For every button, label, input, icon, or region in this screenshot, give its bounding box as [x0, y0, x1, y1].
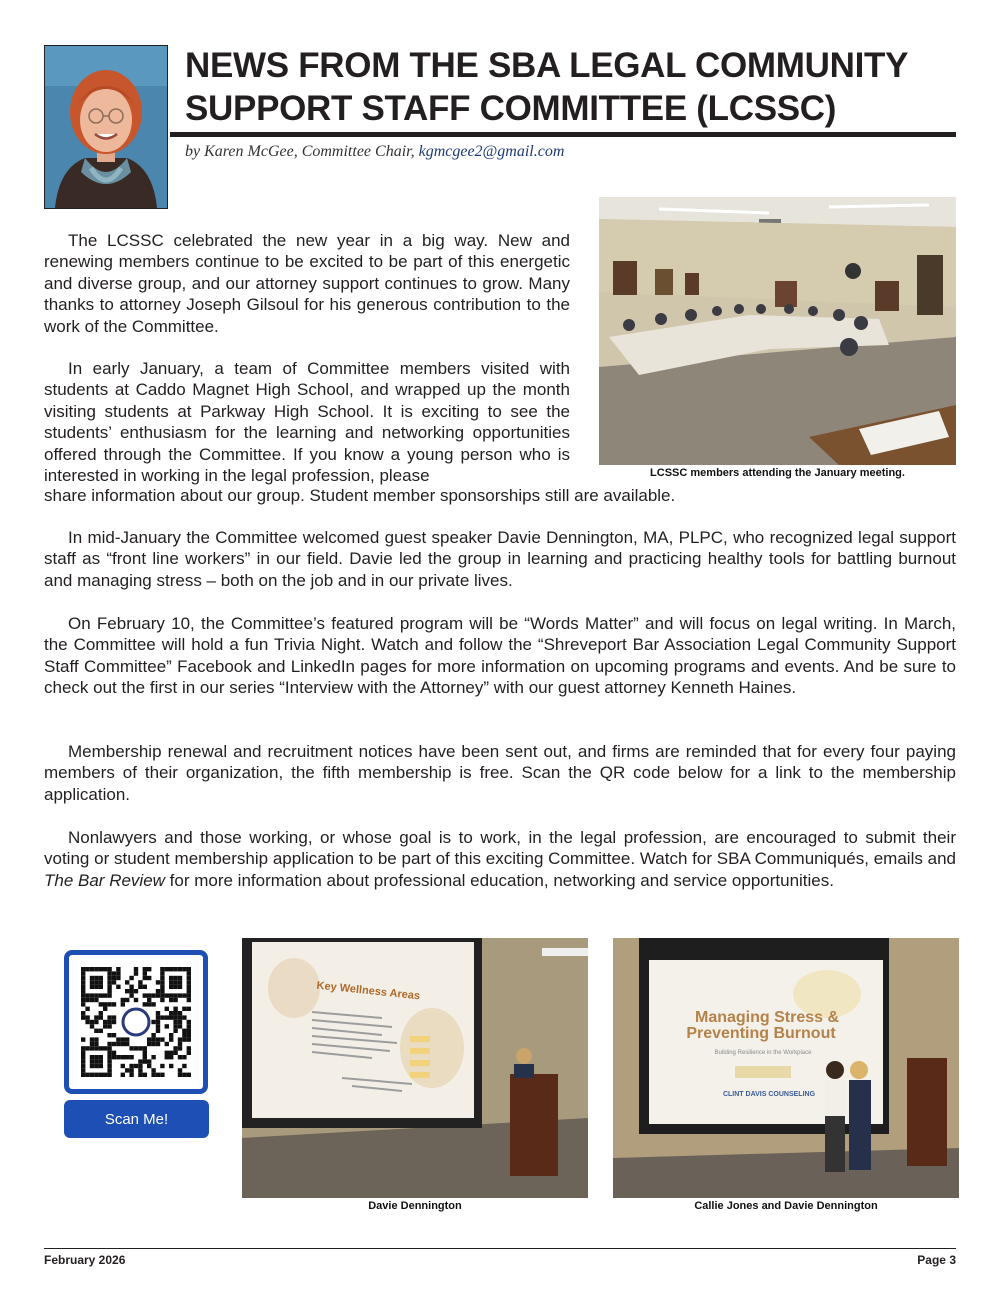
paragraph-membership — [44, 741, 956, 805]
sba-seal-icon — [123, 1009, 149, 1035]
slide-title-line-1: Managing Stress & — [694, 1009, 840, 1026]
paragraph-nonlawyers — [44, 827, 956, 891]
paragraph-text: In early January, a team of Committee members visited with students at Caddo Magnet High School, and wrapped up the month visiting students at Parkway High School. It is exciting to see the students’ enthusiasm for the learning and networking opportunities offered through the Committee. If you know a young person who is interested in working in the legal profession, please — [44, 359, 570, 486]
author-portrait — [44, 45, 168, 209]
slide-logo: CLINT DAVIS COUNSELING — [722, 1091, 816, 1098]
qr-code-pattern — [69, 955, 203, 1089]
article-title: NEWS FROM THE SBA LEGAL COMMUNITY SUPPORT STAFF COMMITTEE (LCSSC) — [185, 46, 908, 128]
paragraph-text: Membership renewal and recruitment notices have been sent out, and firms are reminded that for every four paying members of their organization, the fifth membership is free. Scan the QR code below for a link to the membership application. — [44, 742, 956, 804]
paragraph-text: On February 10, the Committee’s featured program will be “Words Matter” and will focus on legal writing. In March, the Committee will hold a fun Trivia Night. Watch and follow the “Shreveport Bar Association Legal Community Support Staff Committee” Facebook and LinkedIn pages for more information on upcoming programs and events. And be sure to check out the first in our series “Interview with the Attorney” with our guest attorney Kenneth Haines. — [44, 614, 956, 698]
author-email-link[interactable]: kgmcgee2@gmail.com — [418, 143, 565, 160]
paragraph-text: Nonlawyers and those working, or whose goal is to work, in the legal profession, are encouraged to submit their voting or student membership application to be part of this exciting Committee. Watch for SBA Communiqués, emails and — [44, 828, 956, 869]
paragraph-school-visits — [44, 358, 570, 486]
paragraph-upcoming-programs — [44, 613, 956, 699]
paragraph-new-year — [44, 230, 570, 337]
qr-code[interactable] — [64, 950, 208, 1094]
paragraph-text: The LCSSC celebrated the new year in a big way. New and renewing members continue to be excited to be part of this energetic and diverse group, and our attorney support continues to grow. Many thanks to attorney Joseph Gilsoul for his generous contribution to the work of the Committee. — [44, 231, 570, 336]
title-divider — [170, 132, 956, 137]
meeting-photo-caption: LCSSC members attending the January meeting. — [650, 467, 905, 479]
wellness-photo-caption: Davie Dennington — [368, 1200, 462, 1212]
paragraph-text: In mid-January the Committee welcomed guest speaker Davie Dennington, MA, PLPC, who recognized legal support staff as “front line workers” in our field. Davie led the group in learning and practicing healthy tools for battling burnout and managing stress – both on the job and in our private lives. — [44, 528, 956, 590]
meeting-photo — [599, 197, 956, 465]
footer-issue-date: February 2026 — [44, 1253, 126, 1267]
footer-divider — [44, 1248, 956, 1249]
footer-page-number: Page 3 — [917, 1253, 956, 1267]
byline-author: by Karen McGee, Committee Chair, — [185, 143, 419, 160]
paragraph-guest-speaker — [44, 527, 956, 591]
byline — [185, 143, 564, 161]
publication-title: The Bar Review — [44, 870, 165, 890]
stress-presentation-photo — [613, 938, 959, 1198]
scan-me-button[interactable]: Scan Me! — [64, 1100, 209, 1138]
paragraph-text: for more information about professional education, networking and service opportunities. — [164, 870, 834, 890]
paragraph-school-visits-continued: share information about our group. Student member sponsorships still are available. — [44, 486, 676, 505]
wellness-presentation-photo — [242, 938, 588, 1198]
slide-title-line-2: Preventing Burnout — [686, 1025, 836, 1042]
slide-subtitle: Building Resilience in the Workplace — [714, 1050, 812, 1056]
stress-photo-caption: Callie Jones and Davie Dennington — [694, 1200, 878, 1212]
slide-title: Key Wellness Areas — [315, 979, 421, 1003]
